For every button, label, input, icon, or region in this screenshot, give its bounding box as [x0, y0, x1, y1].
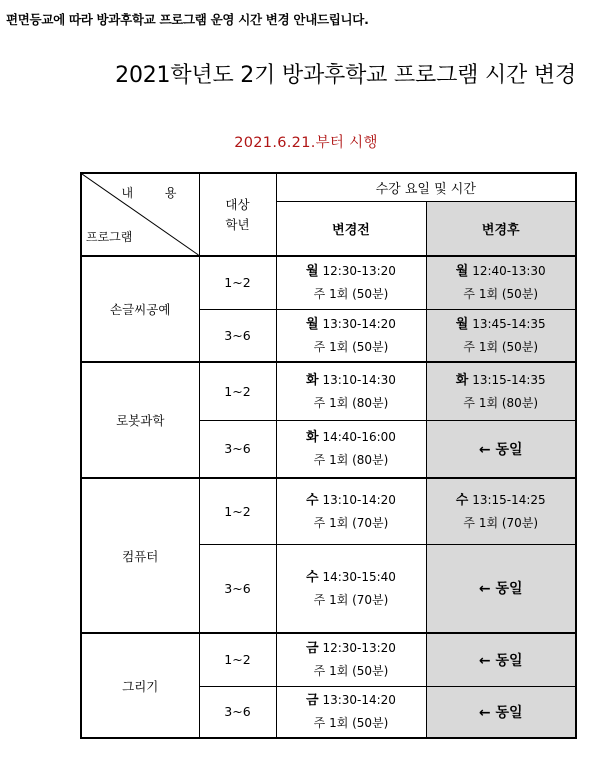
schedule-table	[80, 172, 577, 739]
before-header: 변경전	[276, 201, 426, 256]
grade-header-line2: 학년	[225, 216, 250, 232]
notice-text: 편면등교에 따라 방과후학교 프로그램 운영 시간 변경 안내드립니다.	[6, 12, 369, 27]
grade-cell: 1~2	[199, 256, 276, 309]
time-range: 13:45-14:35	[472, 316, 546, 331]
day-label: 금	[306, 693, 319, 709]
after-same-label: ← 동일	[426, 633, 576, 686]
grade-cell: 3~6	[199, 544, 276, 633]
time-range: 13:30-14:20	[322, 316, 396, 331]
after-schedule	[426, 256, 576, 309]
after-same-label: ← 동일	[426, 686, 576, 738]
frequency: 주 1회 (80분)	[463, 395, 539, 410]
frequency: 주 1회 (70분)	[313, 515, 389, 530]
effective-date: 2021.6.21.부터 시행	[234, 135, 378, 151]
before-schedule	[276, 309, 426, 362]
frequency: 주 1회 (50분)	[313, 716, 389, 731]
grade-cell: 3~6	[199, 309, 276, 362]
time-range: 14:40-16:00	[322, 430, 396, 445]
day-label: 월	[455, 264, 469, 280]
program-name: 컴퓨터	[81, 478, 199, 633]
before-schedule	[276, 420, 426, 478]
frequency: 주 1회 (50분)	[313, 664, 389, 679]
before-schedule	[276, 256, 426, 309]
time-range: 13:15-14:25	[472, 492, 546, 507]
before-schedule	[276, 544, 426, 633]
time-range: 12:40-13:30	[472, 264, 546, 279]
frequency: 주 1회 (70분)	[313, 592, 389, 607]
grade-cell: 1~2	[199, 478, 276, 544]
before-schedule	[276, 478, 426, 544]
after-schedule	[426, 309, 576, 362]
time-range: 13:30-14:20	[322, 693, 396, 708]
day-label: 월	[455, 316, 469, 332]
grade-cell: 3~6	[199, 420, 276, 478]
program-name: 손글씨공예	[81, 256, 199, 362]
grade-cell: 3~6	[199, 686, 276, 738]
time-range: 12:30-13:20	[322, 641, 396, 656]
after-same-label: ← 동일	[426, 420, 576, 478]
day-label: 금	[306, 641, 319, 657]
program-name: 그리기	[81, 633, 199, 738]
corner-label-content: 내 용	[121, 186, 191, 200]
frequency: 주 1회 (50분)	[463, 339, 539, 354]
schedule-header: 수강 요일 및 시간	[276, 173, 576, 201]
corner-label-program: 프로그램	[86, 230, 133, 244]
program-name: 로봇과학	[81, 362, 199, 478]
table-corner-header	[81, 173, 199, 256]
day-label: 수	[455, 492, 469, 508]
day-label: 수	[306, 569, 319, 585]
frequency: 주 1회 (70분)	[463, 515, 539, 530]
time-range: 13:15-14:35	[472, 372, 546, 387]
day-label: 화	[306, 372, 319, 388]
after-header: 변경후	[426, 201, 576, 256]
time-range: 13:10-14:20	[322, 492, 396, 507]
frequency: 주 1회 (50분)	[313, 339, 389, 354]
page-title: 2021학년도 2기 방과후학교 프로그램 시간 변경	[115, 63, 576, 88]
day-label: 월	[306, 264, 319, 280]
day-label: 월	[306, 316, 319, 332]
after-same-label: ← 동일	[426, 544, 576, 633]
frequency: 주 1회 (80분)	[313, 453, 389, 468]
time-range: 13:10-14:30	[322, 372, 396, 387]
grade-cell: 1~2	[199, 362, 276, 420]
before-schedule	[276, 633, 426, 686]
before-schedule	[276, 362, 426, 420]
after-schedule	[426, 362, 576, 420]
day-label: 화	[455, 372, 469, 388]
grade-header-line1: 대상	[225, 196, 250, 212]
grade-cell: 1~2	[199, 633, 276, 686]
frequency: 주 1회 (50분)	[313, 287, 389, 302]
after-schedule	[426, 478, 576, 544]
time-range: 12:30-13:20	[322, 264, 396, 279]
day-label: 수	[306, 492, 319, 508]
frequency: 주 1회 (80분)	[313, 395, 389, 410]
time-range: 14:30-15:40	[322, 569, 396, 584]
before-schedule	[276, 686, 426, 738]
grade-header	[199, 173, 276, 256]
day-label: 화	[306, 430, 319, 446]
frequency: 주 1회 (50분)	[463, 287, 539, 302]
